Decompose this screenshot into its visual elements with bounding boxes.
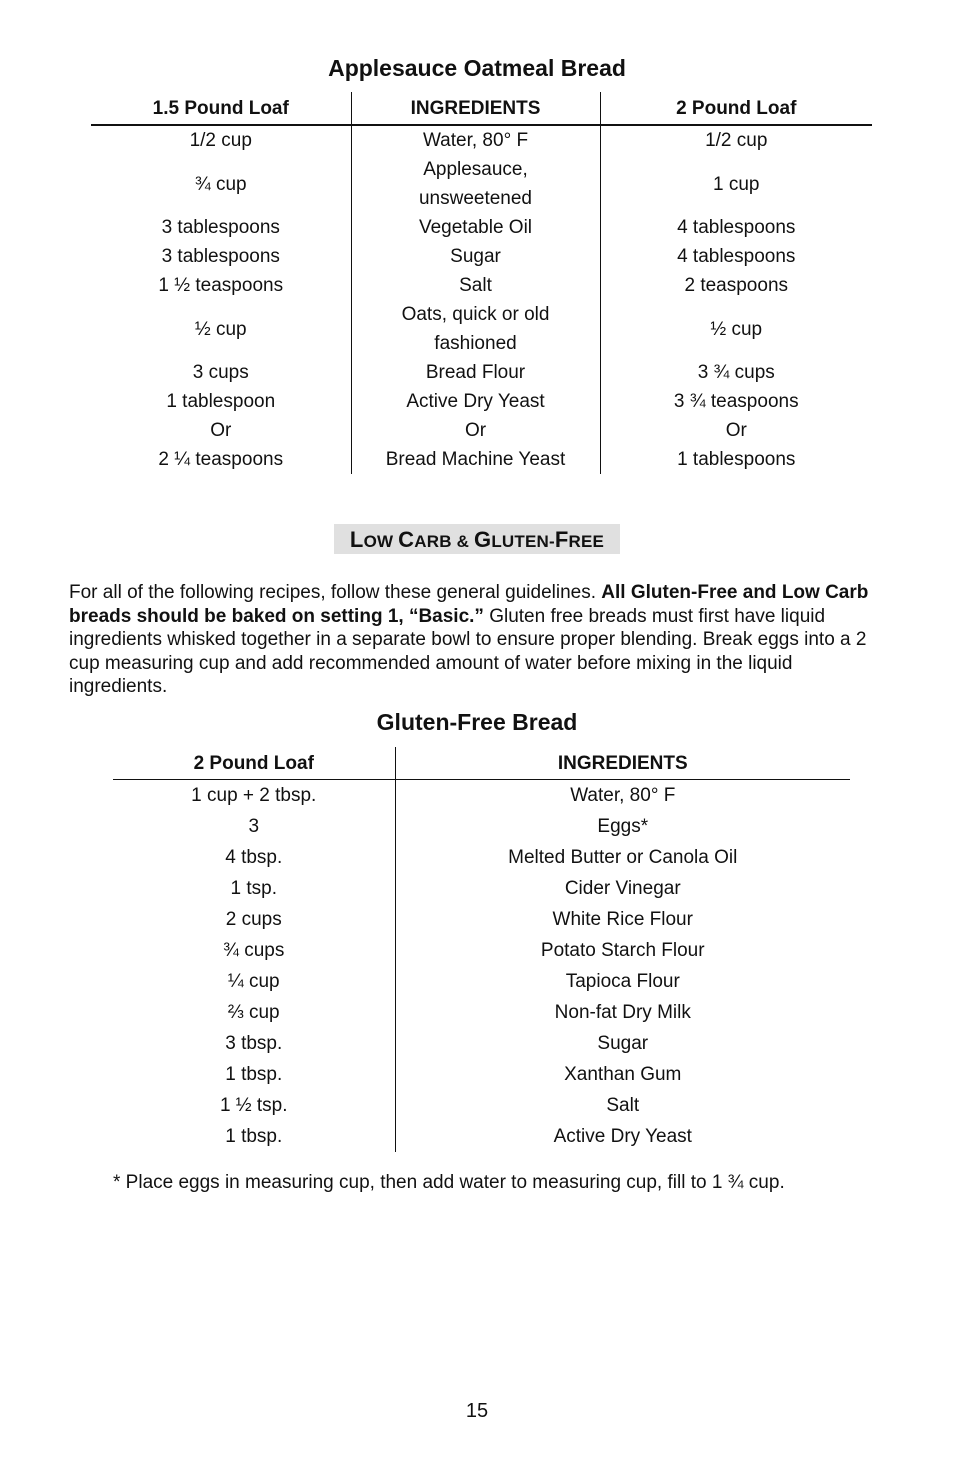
table-cell: ¾ cups [223,939,285,961]
table-cell: White Rice Flour [395,904,850,935]
table-row [113,1059,850,1090]
table-cell: 1 tbsp. [225,1063,283,1085]
table-cell: 2 cups [225,908,282,930]
table-row [91,445,872,474]
table-cell: Salt [351,271,600,300]
table-cell: Eggs* [395,811,850,842]
table-header-row [91,92,872,125]
recipe-title-applesauce: Applesauce Oatmeal Bread [328,55,626,81]
table-cell: Melted Butter or Canola Oil [395,842,850,873]
table-cell: Bread Machine Yeast [351,445,600,474]
table-row [91,242,872,271]
table-cell: 1 tablespoon [166,391,276,412]
table-row [113,873,850,904]
table-cell: Bread Flour [351,358,600,387]
applesauce-recipe-table [91,92,872,474]
table-cell: 3 tablespoons [161,246,280,267]
heading-part: LUTEN- [491,532,555,551]
heading-part: C [398,527,415,552]
table-cell: 3 tablespoons [161,217,280,238]
table-cell: Sugar [351,242,600,271]
heading-part: OW [363,532,399,551]
table-row [113,1090,850,1121]
recipe-title-gluten-free: Gluten-Free Bread [376,709,578,735]
guidelines-bold-text: All Gluten-Free and Low Carb breads should be baked on setting 1, “Basic.” [69,582,869,627]
table-cell: Potato Starch Flour [395,935,850,966]
table-cell: Active Dry Yeast [395,1121,850,1152]
table-cell: Or [725,420,747,441]
table-cell: 1 cup + 2 tbsp. [191,784,317,806]
table-cell: ½ cup [710,318,763,340]
heading-part: ARB & [414,532,475,551]
table-cell: Active Dry Yeast [351,387,600,416]
table-cell: Or [351,416,600,445]
heading-part: L [349,527,364,552]
table-row [113,780,850,812]
column-header: INGREDIENTS [351,92,600,125]
table-cell: ¾ cup [194,173,247,195]
table-cell: ¼ cup [227,970,280,992]
table-cell: 4 tbsp. [225,846,283,868]
table-row [113,904,850,935]
table-cell: Water, 80° F [395,780,850,812]
table-cell: Water, 80° F [351,125,600,155]
table-row [113,966,850,997]
table-cell: 3 ¾ teaspoons [673,391,799,412]
table-row [91,300,872,358]
table-row [113,1121,850,1152]
table-cell: 4 tablespoons [677,246,796,267]
table-cell: Non-fat Dry Milk [395,997,850,1028]
table-cell: Vegetable Oil [351,213,600,242]
table-cell: Or [210,420,232,441]
table-cell: 1 ½ teaspoons [158,275,284,296]
table-cell: 1 cup [713,173,760,195]
column-header: 2 Pound Loaf [600,92,872,125]
column-header: 2 Pound Loaf [113,747,395,780]
table-row [91,155,872,213]
table-cell: ½ cup [194,318,247,340]
heading-part: G [474,527,492,552]
table-cell: Sugar [395,1028,850,1059]
table-cell: 1 tbsp. [225,1125,283,1147]
table-cell: 4 tablespoons [677,217,796,238]
table-cell: 2 teaspoons [684,275,789,296]
table-row [91,125,872,155]
table-row [91,358,872,387]
table-cell: 1/2 cup [189,130,252,151]
footnote: * Place eggs in measuring cup, then add water to measuring cup, fill to 1 ¾ cup. [113,1172,785,1193]
table-row [113,935,850,966]
table-cell: 3 tbsp. [225,1032,283,1054]
guidelines-paragraph [69,581,889,699]
table-cell: Cider Vinegar [395,873,850,904]
table-cell: 3 cups [192,362,249,383]
table-row [113,997,850,1028]
table-row [91,213,872,242]
page-number: 15 [465,1400,489,1422]
table-cell: Oats, quick or old fashioned [351,300,600,358]
table-header-row [113,747,850,780]
table-cell: 2 ¼ teaspoons [158,449,284,470]
table-row [113,842,850,873]
table-cell: 1 tsp. [230,877,277,899]
guidelines-text: For all of the following recipes, follow these general guidelines. [69,582,602,603]
table-cell: Salt [395,1090,850,1121]
table-row [91,416,872,445]
table-cell: Applesauce, unsweetened [351,155,600,213]
heading-part: REE [568,532,605,551]
table-cell: ⅔ cup [227,1001,280,1023]
table-cell: Tapioca Flour [395,966,850,997]
gluten-free-recipe-table [113,747,850,1152]
section-heading-low-carb-gluten-free [334,524,620,554]
column-header: 1.5 Pound Loaf [91,92,351,125]
table-cell: Xanthan Gum [395,1059,850,1090]
heading-part: F [554,527,569,552]
column-header: INGREDIENTS [395,747,850,780]
table-row [113,811,850,842]
table-cell: 1 ½ tsp. [219,1094,288,1116]
table-row [91,387,872,416]
table-row [113,1028,850,1059]
table-cell: 1 tablespoons [677,449,796,470]
guidelines-text: Gluten free breads must first have liquid ingredients whisked together in a separate bowl to ensure proper blending. Break eggs into a 2 cup measuring cup and add recommended amount of water before mixing in the liquid ingredients. [69,605,867,697]
table-cell: 1/2 cup [705,130,768,151]
table-cell: 3 ¾ cups [697,362,775,383]
table-row [91,271,872,300]
table-cell: 3 [248,815,260,837]
